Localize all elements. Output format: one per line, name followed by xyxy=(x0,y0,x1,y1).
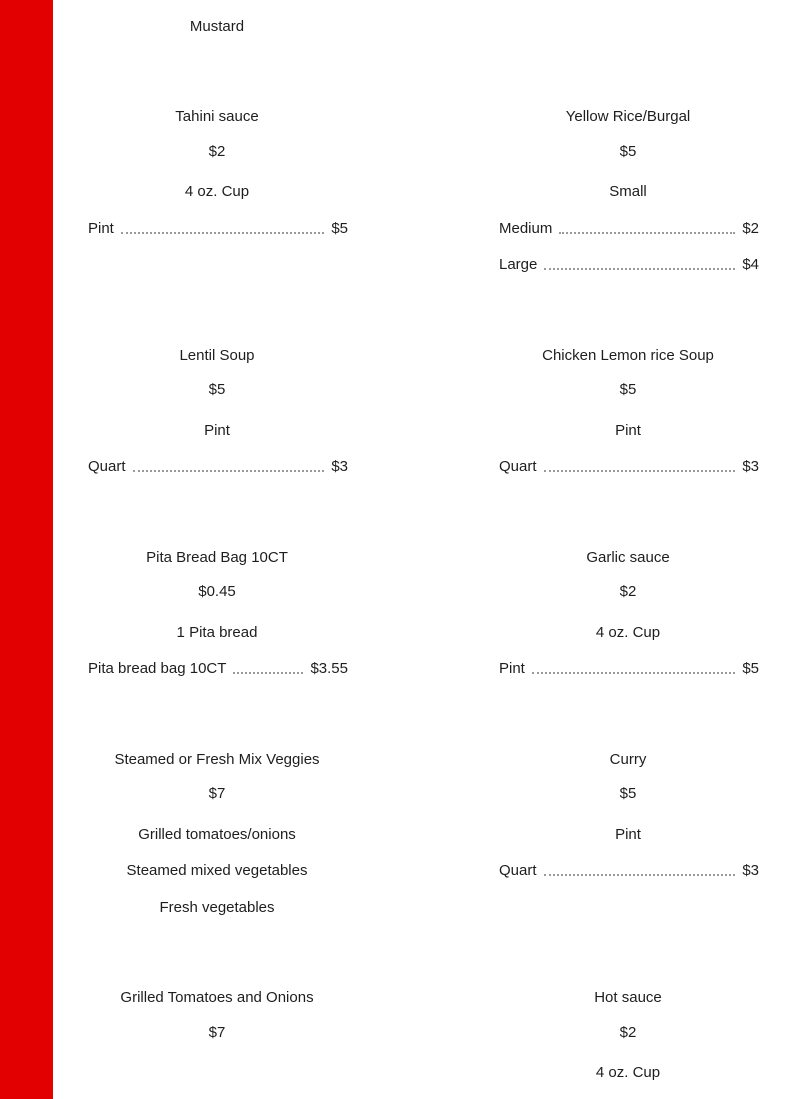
row-label: Pint xyxy=(88,220,114,237)
row-price: $3.55 xyxy=(310,660,348,677)
item-option: 4 oz. Cup xyxy=(184,183,250,200)
item-price: $5 xyxy=(208,381,226,398)
item-name: Pita Bread Bag 10CT xyxy=(146,549,288,566)
row-label: Quart xyxy=(499,862,537,879)
item-option: Grilled tomatoes/onions xyxy=(138,826,296,843)
item-price: $5 xyxy=(619,785,637,802)
price-row xyxy=(499,219,759,239)
price-row xyxy=(499,659,759,679)
item-name: Grilled Tomatoes and Onions xyxy=(120,989,314,1006)
item-option: 4 oz. Cup xyxy=(595,624,661,641)
price-row xyxy=(499,861,759,881)
price-row xyxy=(88,659,348,679)
dot-leader xyxy=(544,268,735,270)
item-option: Pint xyxy=(204,422,230,439)
row-price: $2 xyxy=(742,220,759,237)
row-label: Quart xyxy=(88,458,126,475)
mustard-label: Mustard xyxy=(189,18,245,35)
row-label: Quart xyxy=(499,458,537,475)
row-price: $5 xyxy=(742,660,759,677)
row-price: $4 xyxy=(742,256,759,273)
item-price: $2 xyxy=(619,1024,637,1041)
item-name: Chicken Lemon rice Soup xyxy=(542,347,714,364)
dot-leader xyxy=(544,874,736,876)
item-price: $7 xyxy=(208,785,226,802)
row-price: $3 xyxy=(742,862,759,879)
red-sidebar-stripe xyxy=(0,0,53,1099)
row-label: Pita bread bag 10CT xyxy=(88,660,227,677)
item-option: Pint xyxy=(615,422,641,439)
item-price: $5 xyxy=(619,143,637,160)
row-price: $3 xyxy=(331,458,348,475)
row-label: Large xyxy=(499,256,538,273)
price-row xyxy=(88,219,348,239)
item-option: 4 oz. Cup xyxy=(595,1064,661,1081)
item-name: Lentil Soup xyxy=(179,347,255,364)
item-option: 1 Pita bread xyxy=(176,624,258,641)
item-name: Yellow Rice/Burgal xyxy=(565,108,691,125)
item-name: Tahini sauce xyxy=(175,108,259,125)
price-row xyxy=(499,457,759,477)
dot-leader xyxy=(559,232,735,234)
item-option: Steamed mixed vegetables xyxy=(126,862,308,879)
price-row xyxy=(88,457,348,477)
row-price: $3 xyxy=(742,458,759,475)
item-price: $5 xyxy=(619,381,637,398)
item-name: Hot sauce xyxy=(594,989,662,1006)
dot-leader xyxy=(233,672,303,674)
dot-leader xyxy=(544,470,736,472)
dot-leader xyxy=(133,470,325,472)
row-price: $5 xyxy=(331,220,348,237)
item-name: Garlic sauce xyxy=(586,549,670,566)
item-price: $7 xyxy=(208,1024,226,1041)
item-price: $2 xyxy=(208,143,226,160)
item-option: Fresh vegetables xyxy=(159,899,275,916)
dot-leader xyxy=(532,672,735,674)
item-option: Pint xyxy=(615,826,641,843)
item-price: $0.45 xyxy=(198,583,236,600)
item-name: Curry xyxy=(609,751,647,768)
price-row xyxy=(499,255,759,275)
row-label: Pint xyxy=(499,660,525,677)
item-option: Small xyxy=(609,183,647,200)
item-name: Steamed or Fresh Mix Veggies xyxy=(114,751,320,768)
dot-leader xyxy=(121,232,324,234)
item-price: $2 xyxy=(619,583,637,600)
row-label: Medium xyxy=(499,220,553,237)
